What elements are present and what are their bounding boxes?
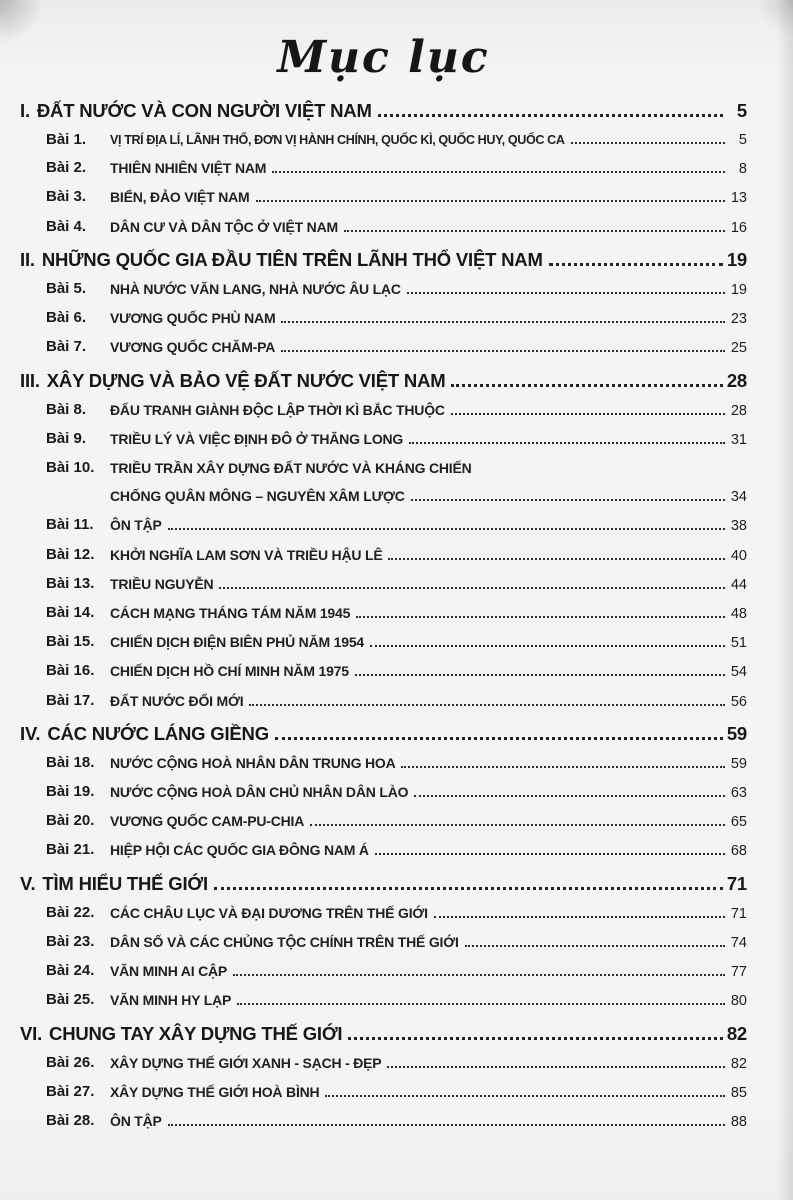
item-title-line bbox=[110, 454, 747, 482]
item-label: Bài 4. bbox=[46, 217, 87, 235]
item-page-number: 68 bbox=[730, 843, 747, 860]
dot-leader bbox=[233, 974, 725, 976]
item-title-text: ÔN TẬP bbox=[110, 517, 162, 534]
section-title: XÂY DỰNG VÀ BẢO VỆ ĐẤT NƯỚC VIỆT NAM bbox=[46, 369, 446, 391]
toc-item bbox=[46, 511, 747, 540]
dot-leader bbox=[168, 528, 725, 530]
item-content bbox=[110, 570, 747, 599]
item-title-text: KHỞI NGHĨA LAM SƠN VÀ TRIỀU HẬU LÊ bbox=[110, 546, 383, 563]
item-title-text: CHỐNG QUÂN MÔNG – NGUYÊN XÂM LƯỢC bbox=[110, 488, 405, 505]
item-page-number: 16 bbox=[730, 219, 747, 236]
item-page-number: 25 bbox=[730, 340, 747, 357]
dot-leader bbox=[451, 384, 722, 387]
dot-leader bbox=[325, 1095, 725, 1097]
dot-leader bbox=[356, 616, 725, 618]
item-label: Bài 6. bbox=[46, 309, 87, 327]
item-title-text: CHIẾN DỊCH ĐIỆN BIÊN PHỦ NĂM 1954 bbox=[110, 634, 364, 651]
item-title-text: VỊ TRÍ ĐỊA LÍ, LÃNH THỔ, ĐƠN VỊ HÀNH CHÍNH, QUỐC KÌ, QUỐC HUY, QUỐC CA bbox=[110, 133, 565, 148]
section-title: CHUNG TAY XÂY DỰNG THẾ GIỚI bbox=[49, 1022, 343, 1044]
dot-leader bbox=[237, 1003, 725, 1005]
item-page-number: 59 bbox=[730, 755, 747, 772]
toc-item bbox=[46, 957, 747, 986]
item-title-text: DÂN SỐ VÀ CÁC CHỦNG TỘC CHÍNH TRÊN THẾ GIỚI bbox=[110, 933, 459, 950]
item-page-number: 54 bbox=[730, 664, 747, 681]
dot-leader bbox=[214, 887, 723, 890]
item-content bbox=[110, 599, 747, 628]
item-label: Bài 8. bbox=[46, 400, 87, 418]
item-title-text: NƯỚC CỘNG HOÀ NHÂN DÂN TRUNG HOA bbox=[110, 754, 396, 771]
dot-leader bbox=[411, 499, 725, 501]
item-label: Bài 18. bbox=[46, 753, 95, 771]
item-title-text: NƯỚC CỘNG HOÀ DÂN CHỦ NHÂN DÂN LÀO bbox=[110, 784, 409, 801]
item-title-line bbox=[110, 807, 747, 836]
section-title: TÌM HIỂU THẾ GIỚI bbox=[42, 872, 208, 894]
item-page-number: 23 bbox=[730, 311, 747, 328]
dot-leader bbox=[409, 442, 725, 444]
item-label: Bài 10. bbox=[46, 458, 95, 476]
item-page-number: 48 bbox=[730, 605, 747, 622]
item-label: Bài 7. bbox=[46, 338, 87, 356]
toc-item bbox=[46, 986, 747, 1015]
item-label: Bài 2. bbox=[46, 159, 87, 177]
item-label: Bài 12. bbox=[46, 545, 95, 563]
item-title-line bbox=[110, 749, 747, 778]
toc-item bbox=[46, 425, 747, 454]
toc-item bbox=[46, 213, 747, 242]
item-title-line bbox=[110, 778, 747, 807]
item-label: Bài 1. bbox=[46, 131, 87, 149]
item-label: Bài 21. bbox=[46, 841, 95, 859]
item-title-text: CÁCH MẠNG THÁNG TÁM NĂM 1945 bbox=[110, 604, 351, 621]
item-label: Bài 11. bbox=[46, 516, 94, 534]
item-title-line bbox=[110, 986, 747, 1015]
toc-item bbox=[46, 628, 747, 657]
toc-section-heading bbox=[20, 248, 747, 272]
toc-section-heading bbox=[20, 872, 747, 896]
item-content bbox=[110, 213, 747, 242]
section-label: I. bbox=[20, 100, 30, 121]
item-title-text: HIỆP HỘI CÁC QUỐC GIA ĐÔNG NAM Á bbox=[110, 842, 369, 859]
section-label: II. bbox=[20, 248, 35, 270]
dot-leader bbox=[168, 1124, 725, 1126]
item-title-line bbox=[110, 957, 747, 986]
item-title-line bbox=[110, 899, 747, 928]
item-title-text: NHÀ NƯỚC VĂN LANG, NHÀ NƯỚC ÂU LẠC bbox=[110, 280, 401, 297]
item-content bbox=[110, 928, 747, 957]
section-label: V. bbox=[20, 872, 36, 894]
item-title-line bbox=[110, 304, 747, 333]
section-label: VI. bbox=[20, 1022, 43, 1044]
toc-item bbox=[46, 304, 747, 333]
section-page-number: 71 bbox=[726, 872, 747, 894]
item-content bbox=[110, 511, 747, 540]
item-page-number: 44 bbox=[730, 576, 747, 593]
item-content bbox=[110, 986, 747, 1015]
item-label: Bài 27. bbox=[46, 1082, 95, 1100]
item-title-text: TRIỀU LÝ VÀ VIỆC ĐỊNH ĐÔ Ở THĂNG LONG bbox=[110, 430, 404, 447]
toc-section-heading bbox=[20, 99, 747, 123]
dot-leader bbox=[348, 1037, 722, 1040]
item-title-text: ĐẤU TRANH GIÀNH ĐỘC LẬP THỜI KÌ BẮC THUỘC bbox=[110, 401, 445, 418]
toc-item bbox=[46, 599, 747, 628]
item-content bbox=[110, 275, 747, 304]
item-title-line bbox=[110, 928, 747, 957]
item-title-line bbox=[110, 1107, 747, 1136]
item-content bbox=[110, 541, 747, 570]
dot-leader bbox=[310, 824, 725, 826]
dot-leader bbox=[388, 558, 725, 560]
item-content bbox=[110, 687, 747, 716]
toc-item bbox=[46, 807, 747, 836]
item-content bbox=[110, 126, 747, 154]
dot-leader bbox=[571, 142, 725, 144]
item-label: Bài 13. bbox=[46, 574, 95, 592]
item-content bbox=[110, 1107, 747, 1136]
item-title-text: VƯƠNG QUỐC CAM-PU-CHIA bbox=[110, 813, 305, 830]
item-title-text: XÂY DỰNG THẾ GIỚI XANH - SẠCH - ĐẸP bbox=[110, 1054, 382, 1071]
item-label: Bài 5. bbox=[46, 279, 87, 297]
item-title-line bbox=[110, 126, 747, 154]
item-title-line bbox=[110, 836, 747, 865]
toc-item bbox=[46, 183, 747, 212]
item-label: Bài 14. bbox=[46, 603, 95, 621]
dot-leader bbox=[275, 737, 723, 740]
item-label: Bài 23. bbox=[46, 932, 95, 950]
item-title-line bbox=[110, 1078, 747, 1107]
item-page-number: 19 bbox=[730, 281, 747, 298]
dot-leader bbox=[370, 645, 725, 647]
toc-section-heading bbox=[20, 369, 747, 393]
dot-leader bbox=[451, 413, 725, 415]
item-page-number: 71 bbox=[730, 905, 747, 922]
item-title-text: TRIỀU NGUYỄN bbox=[110, 575, 214, 592]
item-label: Bài 19. bbox=[46, 783, 95, 801]
item-content bbox=[110, 836, 747, 865]
toc-item bbox=[46, 899, 747, 928]
toc-item bbox=[46, 657, 747, 686]
section-page-number: 28 bbox=[726, 369, 747, 391]
section-title: CÁC NƯỚC LÁNG GIỀNG bbox=[47, 722, 269, 744]
item-content bbox=[110, 1049, 747, 1078]
item-title-line bbox=[110, 541, 747, 570]
item-title-line bbox=[110, 213, 747, 242]
dot-leader bbox=[272, 171, 725, 173]
toc-item bbox=[46, 836, 747, 865]
dot-leader bbox=[355, 674, 725, 676]
section-page-number: 82 bbox=[726, 1022, 747, 1044]
item-page-number: 13 bbox=[730, 190, 747, 207]
item-page-number: 77 bbox=[730, 964, 747, 981]
item-title-text: VƯƠNG QUỐC CHĂM-PA bbox=[110, 339, 276, 356]
item-title-line bbox=[110, 687, 747, 716]
item-content bbox=[110, 1078, 747, 1107]
item-title-line bbox=[110, 628, 747, 657]
toc-item bbox=[46, 541, 747, 570]
item-content bbox=[110, 957, 747, 986]
item-title-line bbox=[110, 154, 747, 183]
section-title: ĐẤT NƯỚC VÀ CON NGƯỜI VIỆT NAM bbox=[36, 100, 372, 121]
dot-leader bbox=[434, 916, 725, 918]
toc-item bbox=[46, 1078, 747, 1107]
toc-item bbox=[46, 454, 747, 511]
item-content bbox=[110, 183, 747, 212]
toc-item bbox=[46, 687, 747, 716]
item-page-number: 8 bbox=[738, 161, 747, 178]
dot-leader bbox=[344, 230, 725, 232]
item-title-text: VĂN MINH AI CẬP bbox=[110, 963, 228, 980]
item-label: Bài 28. bbox=[46, 1111, 95, 1129]
item-content bbox=[110, 657, 747, 686]
dot-leader bbox=[407, 292, 725, 294]
item-page-number: 38 bbox=[730, 518, 747, 535]
item-title-text: DÂN CƯ VÀ DÂN TỘC Ở VIỆT NAM bbox=[110, 218, 338, 235]
item-label: Bài 20. bbox=[46, 812, 95, 830]
item-page-number: 51 bbox=[730, 635, 747, 652]
dot-leader bbox=[549, 263, 723, 266]
item-page-number: 5 bbox=[738, 132, 747, 149]
item-label: Bài 22. bbox=[46, 903, 95, 921]
dot-leader bbox=[387, 1066, 725, 1068]
toc bbox=[20, 99, 747, 1136]
item-title-line bbox=[110, 570, 747, 599]
item-label: Bài 15. bbox=[46, 633, 95, 651]
item-content bbox=[110, 749, 747, 778]
dot-leader bbox=[219, 587, 725, 589]
item-page-number: 63 bbox=[730, 785, 747, 802]
toc-item bbox=[46, 154, 747, 183]
item-label: Bài 3. bbox=[46, 188, 87, 206]
toc-item bbox=[46, 928, 747, 957]
item-title-text: ÔN TẬP bbox=[110, 1112, 162, 1129]
item-content bbox=[110, 628, 747, 657]
item-label: Bài 25. bbox=[46, 991, 95, 1009]
section-label: IV. bbox=[20, 722, 41, 744]
toc-item bbox=[46, 1049, 747, 1078]
item-title-line bbox=[110, 482, 747, 511]
dot-leader bbox=[281, 350, 725, 352]
item-label: Bài 9. bbox=[46, 429, 87, 447]
item-content bbox=[110, 425, 747, 454]
item-title-line bbox=[110, 511, 747, 540]
item-page-number: 31 bbox=[730, 431, 747, 448]
item-title-text: CHIẾN DỊCH HỒ CHÍ MINH NĂM 1975 bbox=[110, 663, 349, 680]
item-content bbox=[110, 454, 747, 511]
item-title-text: XÂY DỰNG THẾ GIỚI HOÀ BÌNH bbox=[110, 1083, 320, 1100]
toc-item bbox=[46, 749, 747, 778]
item-title-line bbox=[110, 657, 747, 686]
section-title: NHỮNG QUỐC GIA ĐẦU TIÊN TRÊN LÃNH THỔ VIỆT NAM bbox=[41, 248, 543, 270]
toc-item bbox=[46, 275, 747, 304]
toc-item bbox=[46, 778, 747, 807]
toc-section-heading bbox=[20, 1022, 747, 1046]
dot-leader bbox=[281, 321, 725, 323]
page-title: Mục lục bbox=[277, 32, 490, 83]
toc-item bbox=[46, 570, 747, 599]
section-page-number: 19 bbox=[726, 248, 747, 270]
item-label: Bài 16. bbox=[46, 662, 95, 680]
dot-leader bbox=[378, 114, 723, 117]
item-page-number: 56 bbox=[730, 693, 747, 710]
item-title-text: TRIỀU TRẦN XÂY DỰNG ĐẤT NƯỚC VÀ KHÁNG CHIẾN bbox=[110, 459, 472, 476]
item-content bbox=[110, 899, 747, 928]
item-title-text: VĂN MINH HY LẠP bbox=[110, 992, 232, 1009]
item-page-number: 80 bbox=[730, 993, 747, 1010]
item-title-line bbox=[110, 333, 747, 362]
dot-leader bbox=[249, 704, 725, 706]
item-label: Bài 24. bbox=[46, 962, 95, 980]
dot-leader bbox=[414, 795, 725, 797]
toc-item bbox=[46, 126, 747, 154]
item-title-line bbox=[110, 275, 747, 304]
item-content bbox=[110, 304, 747, 333]
item-title-line bbox=[110, 425, 747, 454]
item-title-text: ĐẤT NƯỚC ĐỔI MỚI bbox=[110, 692, 244, 709]
dot-leader bbox=[465, 945, 725, 947]
toc-item bbox=[46, 396, 747, 425]
item-page-number: 65 bbox=[730, 814, 747, 831]
item-content bbox=[110, 778, 747, 807]
item-page-number: 34 bbox=[730, 489, 747, 506]
section-page-number: 5 bbox=[736, 100, 747, 121]
section-label: III. bbox=[20, 369, 40, 391]
item-content bbox=[110, 807, 747, 836]
item-label: Bài 26. bbox=[46, 1053, 95, 1071]
item-page-number: 88 bbox=[730, 1113, 747, 1130]
item-title-text: CÁC CHÂU LỤC VÀ ĐẠI DƯƠNG TRÊN THẾ GIỚI bbox=[110, 904, 428, 921]
item-title-text: THIÊN NHIÊN VIỆT NAM bbox=[110, 160, 267, 177]
dot-leader bbox=[375, 853, 725, 855]
item-title-line bbox=[110, 183, 747, 212]
item-content bbox=[110, 396, 747, 425]
toc-section-heading bbox=[20, 722, 747, 746]
toc-item bbox=[46, 1107, 747, 1136]
item-page-number: 40 bbox=[730, 547, 747, 564]
item-label: Bài 17. bbox=[46, 691, 95, 709]
item-content bbox=[110, 154, 747, 183]
item-content bbox=[110, 333, 747, 362]
item-title-line bbox=[110, 599, 747, 628]
dot-leader bbox=[256, 200, 725, 202]
dot-leader bbox=[401, 766, 725, 768]
item-page-number: 74 bbox=[730, 934, 747, 951]
item-title-line bbox=[110, 396, 747, 425]
item-title-text: VƯƠNG QUỐC PHÙ NAM bbox=[110, 310, 276, 327]
item-title-text: BIỂN, ĐẢO VIỆT NAM bbox=[110, 189, 250, 206]
section-page-number: 59 bbox=[726, 722, 747, 744]
item-page-number: 28 bbox=[730, 402, 747, 419]
item-page-number: 82 bbox=[730, 1055, 747, 1072]
toc-item bbox=[46, 333, 747, 362]
item-title-line bbox=[110, 1049, 747, 1078]
item-page-number: 85 bbox=[730, 1084, 747, 1101]
